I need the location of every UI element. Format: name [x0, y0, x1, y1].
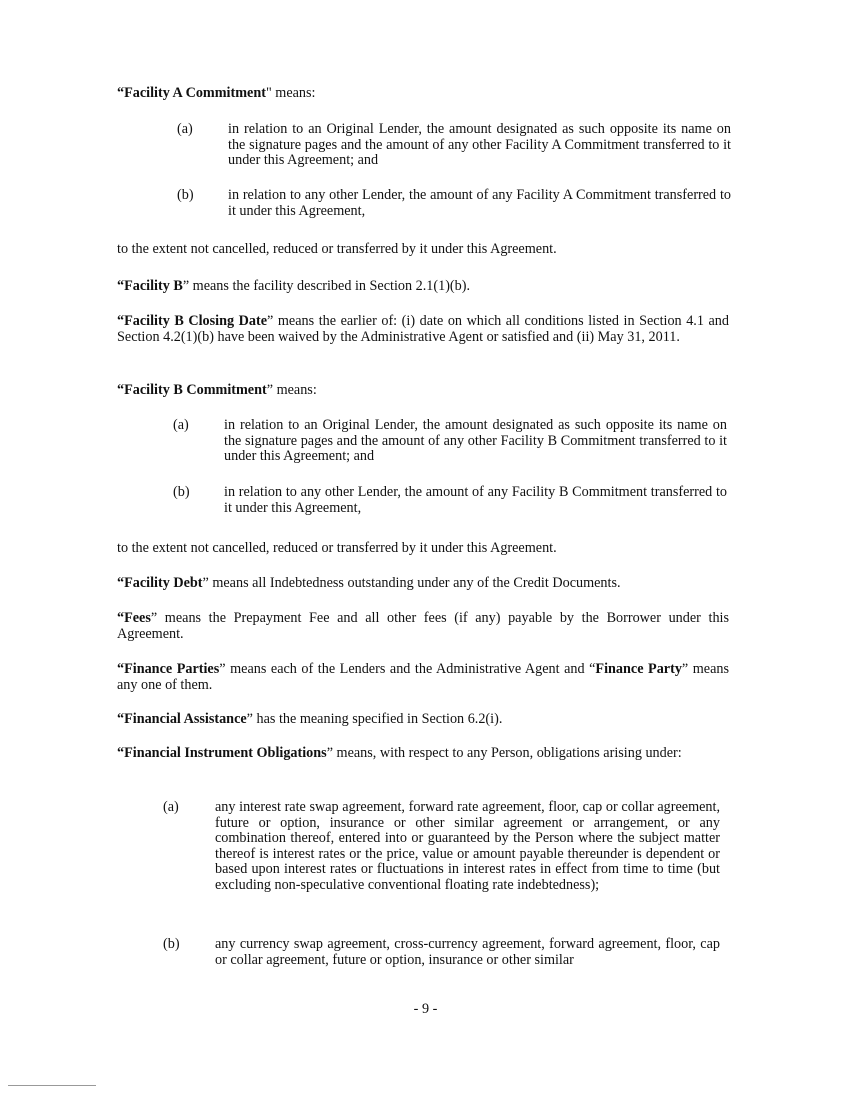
- defined-term: “Fees: [117, 610, 151, 626]
- definition-fees: “Fees” means the Prepayment Fee and all other fees (if any) payable by the Borrower under this Agreement.: [117, 610, 729, 642]
- item-text: in relation to an Original Lender, the amount designated as such opposite its name on the signature pages and the amount of any other Facility B Commitment transferred to it under this Agreement; and: [224, 417, 727, 464]
- defined-term: “Financial Assistance: [117, 711, 247, 727]
- item-text: any interest rate swap agreement, forward rate agreement, floor, cap or collar agreement, future or option, insurance or other similar agreement or arrangement, or any combination thereof, entered into or guaranteed by the Person where the subject matter thereof is interest rates or the price, value or amount payable thereunder is dependent or based upon interest rates or fluctuations in interest rates in effect from time to time (but excluding non-speculative conventional floating rate indebtedness);: [215, 799, 720, 893]
- definition-facility-b: “Facility B” means the facility described in Section 2.1(1)(b).: [117, 278, 471, 294]
- defined-term: “Financial Instrument Obligations: [117, 745, 327, 761]
- item-marker: (b): [177, 187, 194, 203]
- item-marker: (a): [163, 799, 179, 815]
- defined-term: Finance Party: [595, 661, 682, 677]
- item-text: in relation to any other Lender, the amount of any Facility B Commitment transferred to it under this Agreement,: [224, 484, 727, 516]
- definition-financial-instrument-obligations: “Financial Instrument Obligations” means, with respect to any Person, obligations arising under:: [117, 745, 682, 761]
- item-text: any currency swap agreement, cross-currency agreement, forward agreement, floor, cap or collar agreement, future or option, insurance or other similar: [215, 936, 720, 968]
- definition-finance-parties: “Finance Parties” means each of the Lenders and the Administrative Agent and “Finance Party” means any one of them.: [117, 661, 730, 693]
- defined-term: “Facility B Commitment: [117, 382, 267, 398]
- definition-facility-b-closing-date: “Facility B Closing Date” means the earlier of: (i) date on which all conditions listed in Section 4.1 and Section 4.2(1)(b) have been waived by the Administrative Agent or satisfied and (ii) May 31, 2011.: [117, 313, 729, 345]
- definition-facility-debt: “Facility Debt” means all Indebtedness outstanding under any of the Credit Documents.: [117, 575, 621, 591]
- item-marker: (a): [177, 121, 193, 137]
- page-number: - 9 -: [413, 1001, 438, 1017]
- item-marker: (a): [173, 417, 189, 433]
- item-marker: (b): [163, 936, 180, 952]
- definition-financial-assistance: “Financial Assistance” has the meaning specified in Section 6.2(i).: [117, 711, 503, 727]
- definition-facility-a-commitment: “Facility A Commitment" means:: [117, 85, 316, 101]
- item-marker: (b): [173, 484, 190, 500]
- item-text: in relation to any other Lender, the amount of any Facility A Commitment transferred to it under this Agreement,: [228, 187, 731, 219]
- defined-term: “Finance Parties: [117, 661, 220, 677]
- definition-facility-b-commitment: “Facility B Commitment” means:: [117, 382, 317, 398]
- defined-term: “Facility Debt: [117, 575, 203, 591]
- defined-term: “Facility B Closing Date: [117, 313, 268, 329]
- defined-term: “Facility A Commitment: [117, 85, 266, 101]
- definition-tail: to the extent not cancelled, reduced or transferred by it under this Agreement.: [117, 241, 557, 257]
- item-text: in relation to an Original Lender, the amount designated as such opposite its name on the signature pages and the amount of any other Facility A Commitment transferred to it under this Agreement; and: [228, 121, 731, 168]
- defined-term: “Facility B: [117, 278, 183, 294]
- definition-tail: to the extent not cancelled, reduced or transferred by it under this Agreement.: [117, 540, 557, 556]
- footer-rule: [8, 1085, 96, 1086]
